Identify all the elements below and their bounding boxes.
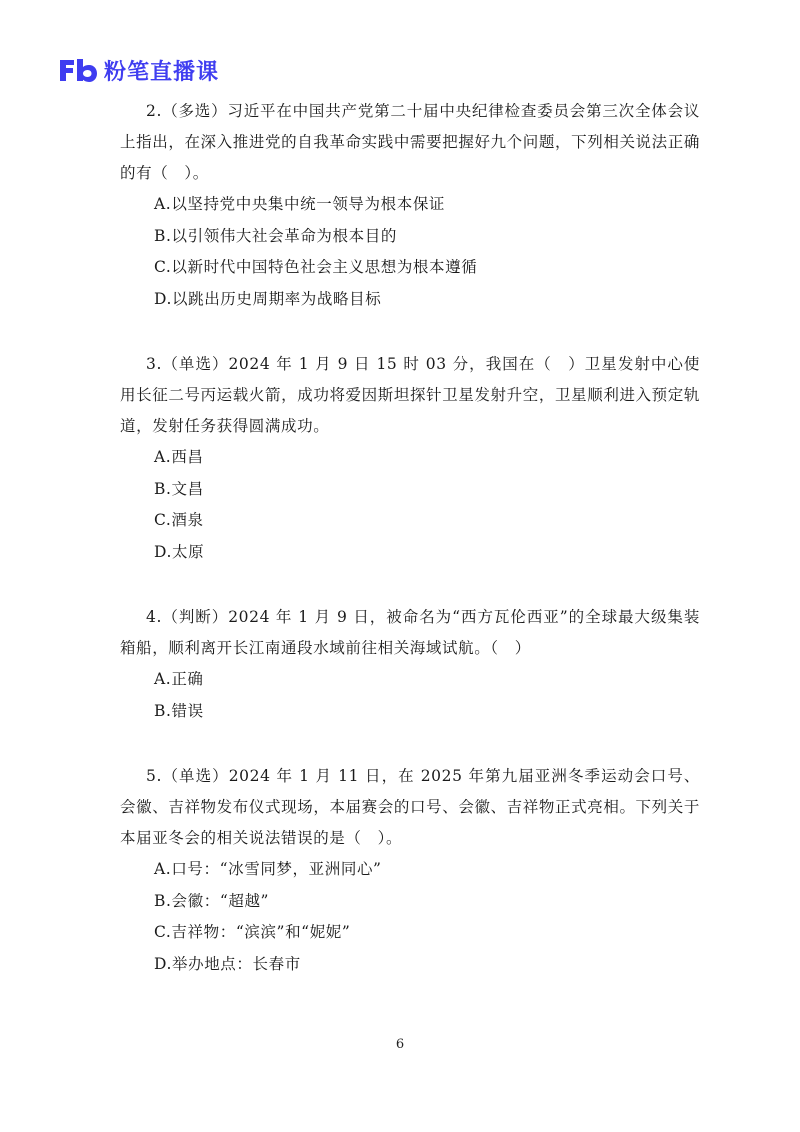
question-2 [120,96,700,315]
option-d: D.以跳出历史周期率为战略目标 [154,289,382,308]
option-a: A.正确 [154,670,204,688]
page-number: 6 [395,1037,405,1052]
question-5 [120,761,700,980]
option-c: C.吉祥物：“滨滨”和“妮妮” [154,923,351,941]
page-header [58,54,219,86]
question-4 [120,602,700,727]
fb-logo-icon [58,57,98,83]
option-list [120,854,700,980]
option-b: B.文昌 [154,479,204,498]
question-stem: 4.（判断）2024 年 1 月 9 日，被命名为“西方瓦伦西亚”的全球最大级集装箱船，顺利离开长江南通段水域前往相关海域试航。（ ） [120,608,700,657]
option-c: C.酒泉 [154,511,204,529]
option-list [120,442,700,568]
option-list [120,189,700,315]
option-b: B.错误 [154,701,204,720]
question-stem: 2.（多选）习近平在中国共产党第二十届中央纪律检查委员会第三次全体会议上指出，在深入推进党的自我革命实践中需要把握好九个问题，下列相关说法正确的有（ ）。 [120,102,700,182]
option-d: D.举办地点：长春市 [154,954,301,973]
option-c: C.以新时代中国特色社会主义思想为根本遵循 [154,258,478,276]
option-b: B.以引领伟大社会革命为根本目的 [154,226,397,245]
brand-name: 粉笔直播课 [104,59,220,85]
option-a: A.西昌 [154,448,204,466]
option-list [120,664,700,727]
question-3 [120,349,700,568]
question-stem: 3.（单选）2024 年 1 月 9 日 15 时 03 分，我国在（ ）卫星发射中心使用长征二号丙运载火箭，成功将爱因斯坦探针卫星发射升空，卫星顺利进入预定轨道，发射任务获得圆满成功。 [120,355,700,435]
option-a: A.口号：“冰雪同梦，亚洲同心” [154,860,382,878]
document-body [120,96,700,1014]
option-a: A.以坚持党中央集中统一领导为根本保证 [154,195,446,213]
option-b: B.会徽：“超越” [154,891,270,910]
question-stem: 5.（单选）2024 年 1 月 11 日，在 2025 年第九届亚洲冬季运动会口号、会徽、吉祥物发布仪式现场，本届赛会的口号、会徽、吉祥物正式亮相。下列关于本届亚冬会的相关说法错误的是（ ）。 [120,767,700,847]
option-d: D.太原 [154,542,205,561]
